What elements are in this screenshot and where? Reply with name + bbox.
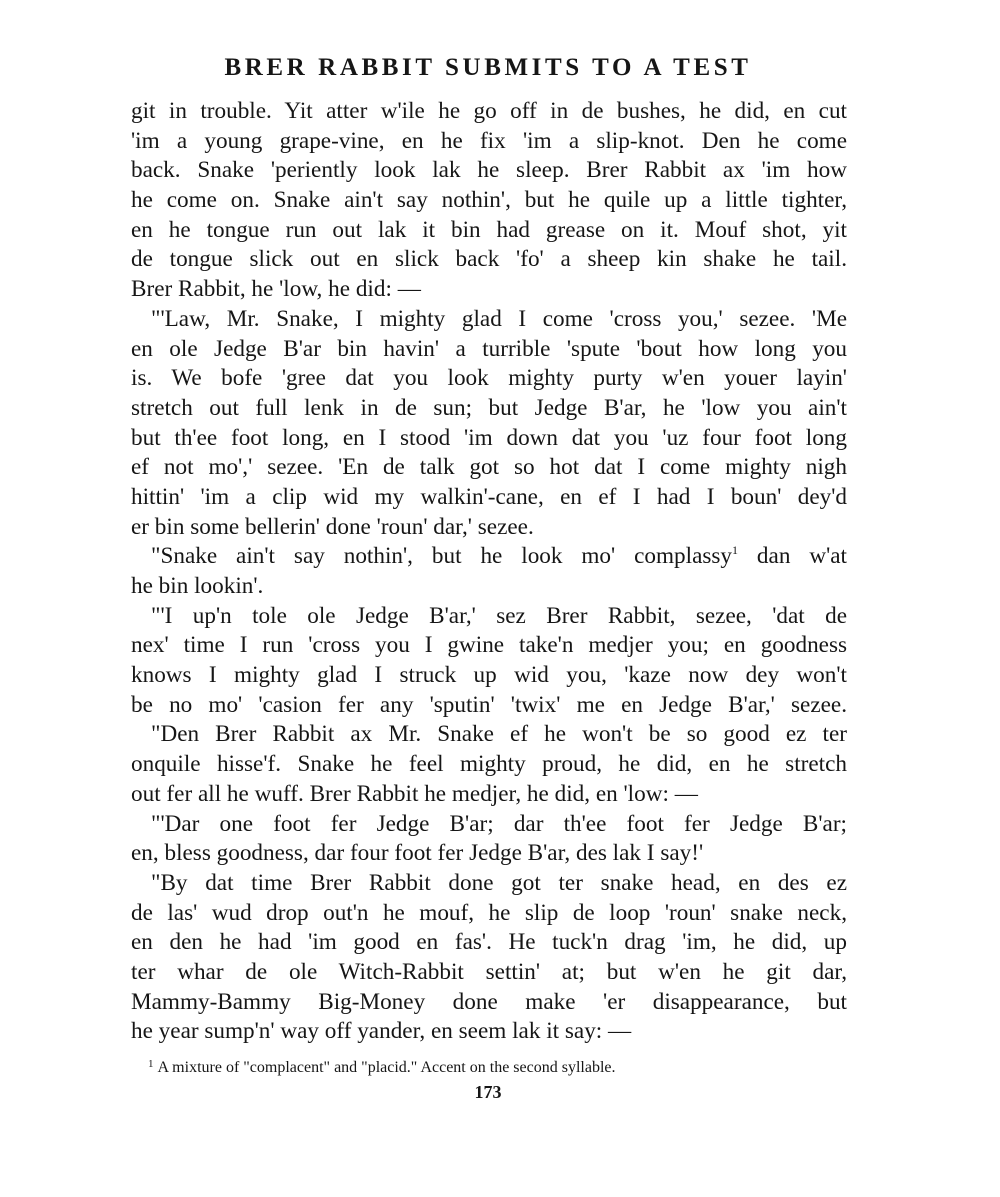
- text-line: Brer Rabbit, he 'low, he did: —: [131, 276, 421, 303]
- text-line: 'im a young grape-vine, en he fix 'im a slip-knot. Den he come: [131, 127, 847, 154]
- text-line: "'Law, Mr. Snake, I mighty glad I come 'cross you,' sezee. 'Me: [151, 305, 847, 332]
- footnote-mark: 1: [148, 1058, 154, 1070]
- text-line: en, bless goodness, dar four foot fer Jedge B'ar, des lak I say!': [131, 840, 704, 867]
- text-line: er bin some bellerin' done 'roun' dar,' sezee.: [131, 513, 534, 540]
- text-line: en den he had 'im good en fas'. He tuck'n drag 'im, he did, up: [131, 929, 847, 956]
- text-segment: "Snake ain't say nothin', but he look mo' complassy: [151, 543, 733, 570]
- text-line: stretch out full lenk in de sun; but Jedge B'ar, he 'low you ain't: [131, 394, 847, 421]
- text-line: be no mo' 'casion fer any 'sputin' 'twix' me en Jedge B'ar,' sezee.: [131, 691, 847, 718]
- text-line: onquile hisse'f. Snake he feel mighty proud, he did, en he stretch: [131, 751, 847, 778]
- text-line: en ole Jedge B'ar bin havin' a turrible 'spute 'bout how long you: [131, 335, 847, 362]
- text-line: en he tongue run out lak it bin had grease on it. Mouf shot, yit: [131, 216, 847, 243]
- text-line: he come on. Snake ain't say nothin', but he quile up a little tighter,: [131, 187, 847, 214]
- text-line-with-footnote: [131, 542, 847, 572]
- text-line: "Den Brer Rabbit ax Mr. Snake ef he won't be so good ez ter: [151, 721, 847, 748]
- body-text: [131, 97, 847, 1047]
- text-line: git in trouble. Yit atter w'ile he go off in de bushes, he did, en cut: [131, 98, 847, 124]
- text-line: ter whar de ole Witch-Rabbit settin' at; but w'en he git dar,: [131, 958, 847, 985]
- text-line: out fer all he wuff. Brer Rabbit he medjer, he did, en 'low: —: [131, 780, 698, 807]
- text-line: "By dat time Brer Rabbit done got ter snake head, en des ez: [151, 869, 847, 896]
- text-line: "'I up'n tole ole Jedge B'ar,' sez Brer Rabbit, sezee, 'dat de: [151, 602, 847, 629]
- text-line: "'Dar one foot fer Jedge B'ar; dar th'ee foot fer Jedge B'ar;: [151, 810, 847, 837]
- running-head: BRER RABBIT SUBMITS TO A TEST: [224, 54, 752, 81]
- footnote-text: A mixture of "complacent" and "placid." Accent on the second syllable.: [157, 1059, 616, 1076]
- text-line: Mammy-Bammy Big-Money done make 'er disappearance, but: [131, 988, 847, 1015]
- text-line: but th'ee foot long, en I stood 'im down dat you 'uz four foot long: [131, 424, 847, 451]
- text-line: he year sump'n' way off yander, en seem lak it say: —: [131, 1018, 632, 1045]
- text-line: ef not mo',' sezee. 'En de talk got so hot dat I come mighty nigh: [131, 454, 847, 481]
- text-line: back. Snake 'periently look lak he sleep. Brer Rabbit ax 'im how: [131, 157, 847, 184]
- text-line: de las' wud drop out'n he mouf, he slip de loop 'roun' snake neck,: [131, 899, 847, 926]
- text-line: nex' time I run 'cross you I gwine take'n medjer you; en goodness: [131, 632, 847, 659]
- text-line: hittin' 'im a clip wid my walkin'-cane, en ef I had I boun' dey'd: [131, 483, 847, 510]
- text-line: de tongue slick out en slick back 'fo' a sheep kin shake he tail.: [131, 246, 847, 273]
- text-line: knows I mighty glad I struck up wid you, 'kaze now dey won't: [131, 662, 847, 689]
- footnote-reference: 1: [732, 543, 739, 558]
- page-number: 173: [474, 1082, 502, 1102]
- text-segment: dan w'at: [738, 543, 847, 570]
- footnote: [148, 1052, 838, 1080]
- text-line: is. We bofe 'gree dat you look mighty purty w'en youer layin': [131, 365, 847, 392]
- text-line: he bin lookin'.: [131, 573, 264, 599]
